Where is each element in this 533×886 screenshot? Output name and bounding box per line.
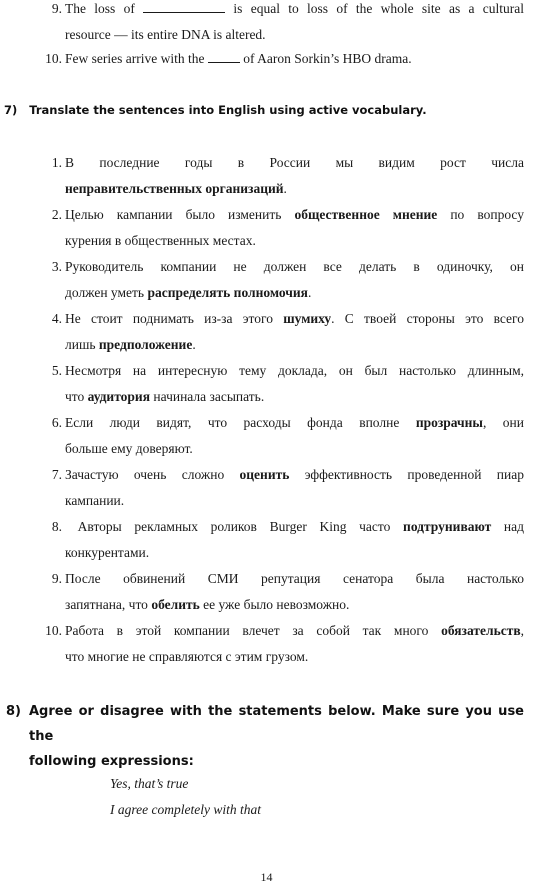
fill-blank <box>143 0 225 13</box>
section-7-heading: 7) Translate the sentences into English using active vocabulary. <box>4 103 427 117</box>
key-term: оценить <box>239 467 290 482</box>
section-number: 8) <box>6 704 21 719</box>
item-number: 3. <box>51 259 62 274</box>
expression-1: Yes, that’s true <box>110 776 189 791</box>
item-number: 4. <box>51 311 62 326</box>
item-number: 9. <box>51 1 62 16</box>
item-line: В последние годы в России мы видим рост числа <box>65 155 524 170</box>
key-term: прозрачны <box>415 415 483 430</box>
key-term: предположение <box>98 337 193 352</box>
key-term: общественное мнение <box>294 207 438 222</box>
key-term: шумиху <box>283 311 332 326</box>
item-number: 9. <box>51 571 62 586</box>
section-8-heading: 8) Agree or disagree with the statements below. Make sure you use the following expressions: <box>6 699 524 774</box>
key-term: распределять полномочия <box>147 285 308 300</box>
item-number: 1. <box>51 155 62 170</box>
page-number: 14 <box>260 870 273 884</box>
key-term: обелить <box>151 597 200 612</box>
key-term: обязательств <box>441 623 521 638</box>
item-number: 10. <box>45 623 62 638</box>
key-term: неправительственных организаций <box>65 181 284 196</box>
item-number: 8. <box>51 519 62 534</box>
key-term: аудитория <box>87 389 151 404</box>
item-number: 10. <box>45 51 62 66</box>
item-text: Few series arrive with the of Aaron Sorkin’s HBO drama. <box>65 51 412 66</box>
item-number: 2. <box>51 207 62 222</box>
fill-blank <box>208 50 240 63</box>
item-text: The loss of is equal to loss of the whole site as a cultural resource — its entire DNA is altered. <box>65 1 525 42</box>
item-number: 6. <box>51 415 62 430</box>
key-term: подтрунивают <box>403 519 492 534</box>
item-number: 5. <box>51 363 62 378</box>
item-number: 7. <box>51 467 62 482</box>
expression-2: I agree completely with that <box>110 802 261 817</box>
